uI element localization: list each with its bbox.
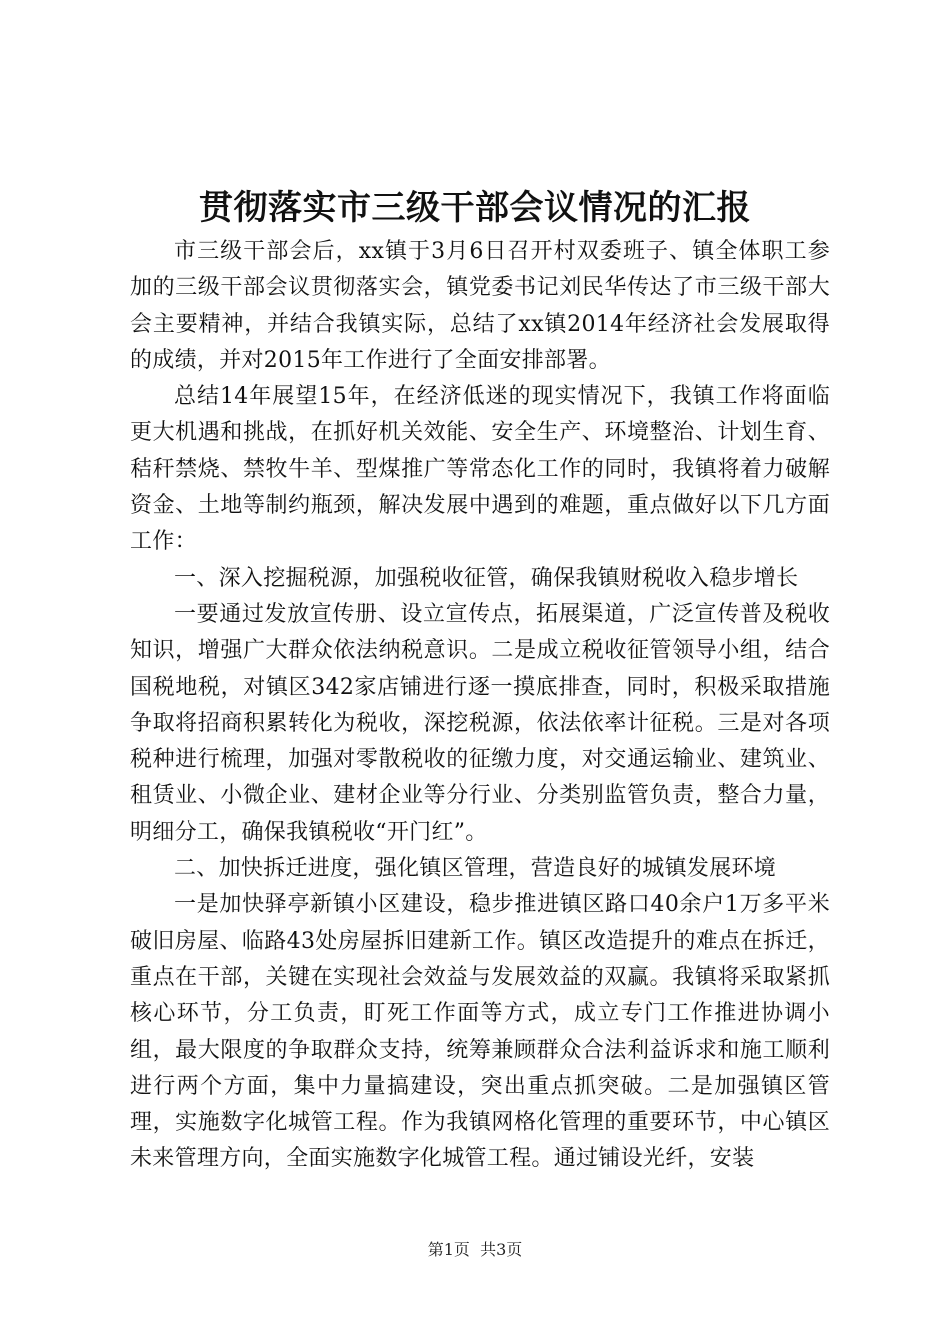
page-footer	[0, 1240, 950, 1260]
paragraph-intro: 市三级干部会后，xx镇于3月6日召开村双委班子、镇全体职工参加的三级干部会议贯彻落实会，镇党委书记刘民华传达了市三级干部大会主要精神，并结合我镇实际，总结了xx镇2014年经济社会发展取得的成绩，并对2015年工作进行了全面安排部署。	[130, 239, 830, 373]
section-heading-demolition: 二、加快拆迁进度，强化镇区管理，营造良好的城镇发展环境	[174, 856, 777, 882]
document-body	[130, 234, 830, 1178]
paragraph-tax: 一要通过发放宣传册、设立宣传点，拓展渠道，广泛宣传普及税收知识，增强广大群众依法纳税意识。二是成立税收征管领导小组，结合国税地税，对镇区342家店铺进行逐一摸底排查，同时，积极采取措施争取将招商积累转化为税收，深挖税源，依法依率计征税。三是对各项税种进行梳理，加强对零散税收的征缴力度，对交通运输业、建筑业、租赁业、小微企业、建材企业等分行业、分类别监管负责，整合力量，明细分工，确保我镇税收“开门红”。	[130, 601, 830, 845]
paragraph-summary: 总结14年展望15年，在经济低迷的现实情况下，我镇工作将面临更大机遇和挑战，在抓好机关效能、安全生产、环境整治、计划生育、秸秆禁烧、禁牧牛羊、型煤推广等常态化工作的同时，我镇将着力破解资金、土地等制约瓶颈，解决发展中遇到的难题，重点做好以下几方面工作：	[130, 384, 830, 555]
section-heading-tax: 一、深入挖掘税源，加强税收征管，确保我镇财税收入稳步增长	[174, 565, 799, 591]
page-total: 共3页	[480, 1240, 523, 1259]
page-number: 第1页	[427, 1240, 470, 1259]
paragraph-demolition: 一是加快驿亭新镇小区建设，稳步推进镇区路口40余户1万多平米破旧房屋、临路43处房屋拆旧建新工作。镇区改造提升的难点在拆迁，重点在干部，关键在实现社会效益与发展效益的双赢。我镇将采取紧抓核心环节，分工负责，盯死工作面等方式，成立专门工作推进协调小组，最大限度的争取群众支持，统筹兼顾群众合法利益诉求和施工顺利进行两个方面，集中力量搞建设，突出重点抓突破。二是加强镇区管理，实施数字化城管工程。作为我镇网格化管理的重要环节，中心镇区未来管理方向，全面实施数字化城管工程。通过铺设光纤，安装	[130, 892, 830, 1172]
document-title: 贯彻落实市三级干部会议情况的汇报	[199, 188, 751, 228]
